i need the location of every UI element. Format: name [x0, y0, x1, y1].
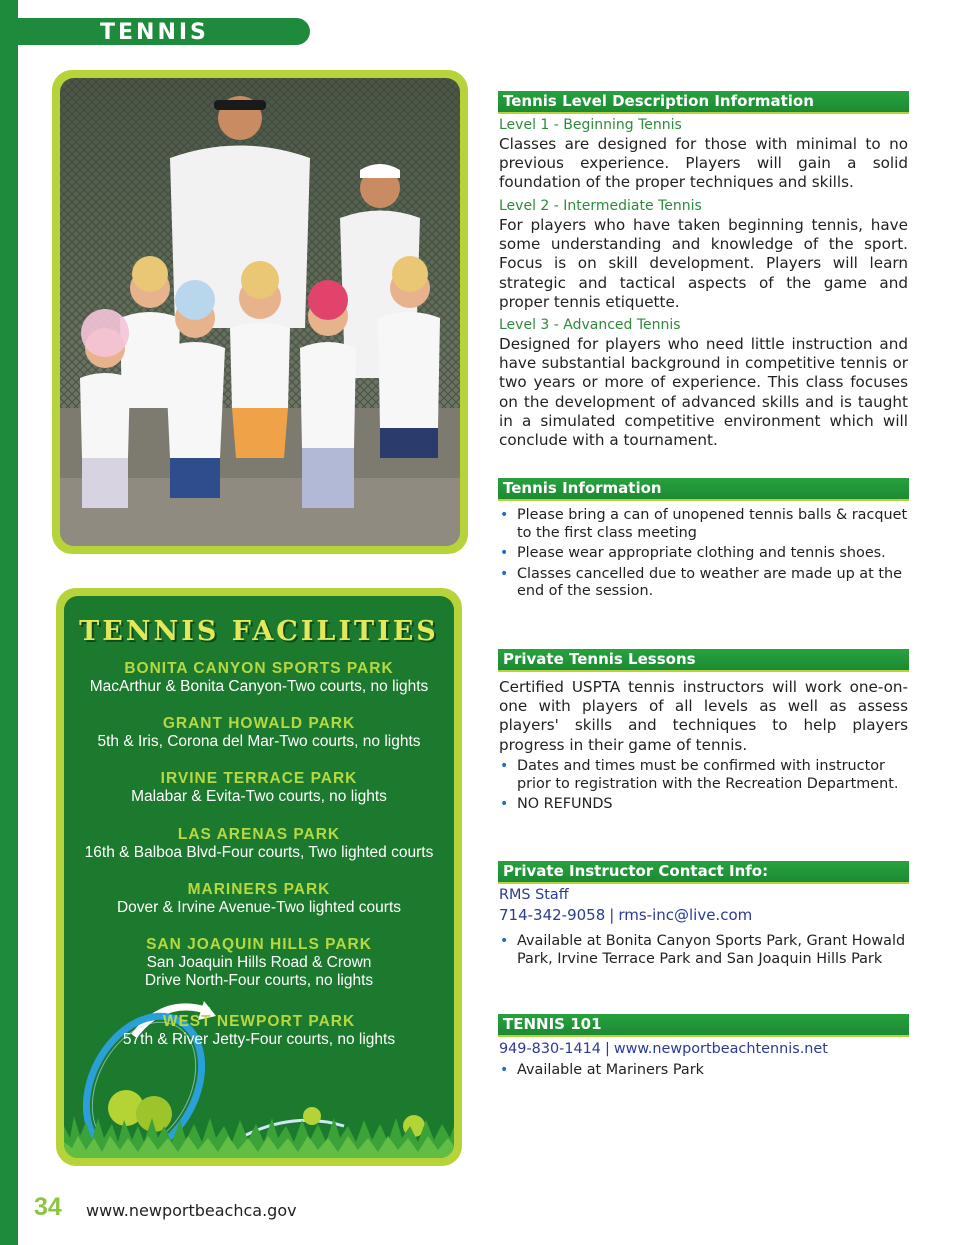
private-lessons-list [499, 758, 909, 817]
park-name: LAS ARENAS PARK [177, 826, 341, 843]
tennis-101-contact-line [499, 1041, 828, 1057]
level-2-title: Level 2 - Intermediate Tennis [499, 198, 702, 214]
park-description: MacArthur & Bonita Canyon-Two courts, no lights [89, 678, 429, 695]
list-item: • Please bring a can of unopened tennis balls & racquet to the first class meeting [499, 507, 909, 542]
tennis-information-header [498, 478, 909, 501]
instructor-contact-header-label: Private Instructor Contact Info: [503, 862, 769, 880]
list-item: • Available at Bonita Canyon Sports Park, Grant Howald Park, Irvine Terrace Park and San Joaquin Hills Park [499, 933, 909, 968]
facility-item [64, 770, 454, 806]
park-name: WEST NEWPORT PARK [162, 1013, 356, 1030]
tennis-101-header [498, 1014, 909, 1037]
tennis-101-list [499, 1062, 909, 1083]
level-2-text: For players who have taken beginning tennis, have some understanding and knowledge of the sport. Focus is on skill development. Players will learn strategic and tactical aspects of the game and proper tennis etiquette. [499, 216, 908, 311]
racket-grass-illustration [64, 976, 454, 1158]
facilities-title: TENNIS FACILITIES [79, 616, 439, 647]
facility-item [64, 715, 454, 751]
tennis-class-photo [60, 78, 460, 546]
park-description: San Joaquin Hills Road & Crown [146, 954, 372, 971]
park-description: 16th & Balboa Blvd-Four courts, Two lighted courts [84, 844, 434, 861]
section-tab-label: TENNIS [100, 20, 209, 45]
instructor-contact-header [498, 861, 909, 884]
private-lessons-header-label: Private Tennis Lessons [503, 650, 696, 668]
park-description: 5th & Iris, Corona del Mar-Two courts, no lights [97, 733, 421, 750]
list-item: • Classes cancelled due to weather are made up at the end of the session. [499, 566, 909, 601]
tennis-information-list [499, 507, 909, 604]
instructor-contact-list [499, 933, 909, 971]
separator: | [609, 906, 615, 924]
park-name: GRANT HOWALD PARK [162, 715, 356, 732]
instructor-email-link[interactable]: rms-inc@live.com [618, 906, 753, 924]
instructor-contact-line [499, 906, 752, 924]
left-green-bar [0, 0, 18, 1245]
private-lessons-text: Certified USPTA tennis instructors will work one-on-one with players of all levels as well as assess players' skills and techniques to help players progress in their game of tennis. [499, 678, 908, 754]
facility-item [64, 826, 454, 862]
list-item: • Available at Mariners Park [499, 1062, 909, 1080]
tennis-101-phone[interactable]: 949-830-1414 [499, 1041, 601, 1057]
instructor-name: RMS Staff [499, 887, 569, 903]
park-name: MARINERS PARK [187, 881, 331, 898]
park-name: IRVINE TERRACE PARK [160, 770, 358, 787]
photo-illustration [60, 78, 460, 546]
level-description-header-label: Tennis Level Description Information [503, 92, 814, 110]
tennis-facilities-panel [64, 596, 454, 1158]
list-item: • Dates and times must be confirmed with instructor prior to registration with the Recreation Department. [499, 758, 909, 793]
level-description-header [498, 91, 909, 114]
footer-website-link[interactable]: www.newportbeachca.gov [86, 1201, 297, 1220]
facilities-frame [56, 588, 462, 1166]
park-description: Malabar & Evita-Two courts, no lights [131, 788, 387, 805]
tennis-101-website-link[interactable]: www.newportbeachtennis.net [613, 1041, 828, 1057]
park-description: Dover & Irvine Avenue-Two lighted courts [116, 899, 402, 916]
separator: | [604, 1041, 610, 1057]
instructor-phone[interactable]: 714-342-9058 [499, 906, 606, 924]
level-3-text: Designed for players who need little instruction and have substantial background in competitive tennis or two years or more of experience. This class focuses on the development of advanced skills and is taught in a simulated competitive environment which will conclude with a tournament. [499, 335, 908, 450]
list-item: • NO REFUNDS [499, 796, 909, 814]
section-tab [18, 18, 310, 45]
list-item: • Please wear appropriate clothing and tennis shoes. [499, 545, 909, 563]
level-1-title: Level 1 - Beginning Tennis [499, 117, 682, 133]
park-name: SAN JOAQUIN HILLS PARK [146, 936, 372, 953]
level-3-title: Level 3 - Advanced Tennis [499, 317, 681, 333]
page-number: 34 [34, 1193, 62, 1221]
park-name: BONITA CANYON SPORTS PARK [124, 660, 394, 677]
private-lessons-header [498, 649, 909, 672]
level-1-text: Classes are designed for those with minimal to no previous experience. Players will gain a solid foundation of the proper techniques and skills. [499, 135, 908, 192]
tennis-information-header-label: Tennis Information [503, 479, 662, 497]
park-description: Drive North-Four courts, no lights [144, 972, 374, 989]
facility-item [64, 881, 454, 917]
park-description: 57th & River Jetty-Four courts, no lights [122, 1031, 396, 1048]
facility-item [64, 1013, 454, 1049]
facility-item [64, 660, 454, 696]
tennis-101-header-label: TENNIS 101 [503, 1015, 602, 1033]
photo-frame [52, 70, 468, 554]
